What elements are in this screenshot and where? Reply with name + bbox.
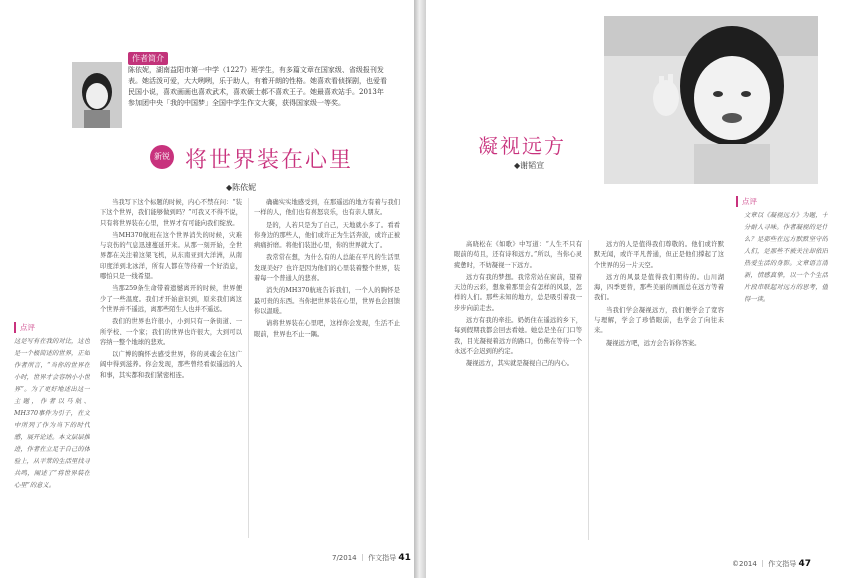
commentary-tag: 点评 <box>14 322 39 333</box>
paragraph: 以广博的胸怀去感受世界，你的灵魂会在这广阔中得到滋养。你会发现，那些曾经看似遥远的人和事，其实都和我们紧密相连。 <box>100 351 242 379</box>
paragraph: 我常常在想，为什么有的人总能在平凡的生活里发现美好？也许是因为他们的心里装着整个世界，装着每一个普通人的悲喜。 <box>254 254 400 283</box>
article-title: 将世界装在心里 <box>185 148 354 173</box>
article-author: ◆谢韬宣 <box>514 161 545 170</box>
paragraph: 远方有我的梦想。我常常站在窗前，望着天边的云彩，想象着那里会有怎样的风景，怎样的人们。那些未知的地方，总是吸引着我一步步向前走去。 <box>454 273 582 312</box>
author-portrait-photo <box>72 62 122 128</box>
paragraph: 高晓松在《如歌》中写道：“人生不只有眼前的苟且，还有诗和远方。”所以，当你心灵疲惫时，不妨凝视一下远方。 <box>454 241 582 269</box>
paragraph: 当那259条生命带着遗憾离开的时候，世界便少了一些温度。我们才开始意识到，原来我们离这个世界并不遥远，离那些陌生人也并不遥远。 <box>100 285 242 313</box>
paragraph: 远方有我的牵挂。奶奶住在遥远的乡下，每到假期我都会回去看她。她总是坐在门口等我，目光凝视着远方的路口，仿佛在等待一个永远不会迟到的约定。 <box>454 317 582 355</box>
paragraph: 远方的风景是值得我们期待的。山川湖海，四季更替，那些美丽的画面总在远方等着我们。 <box>594 273 724 302</box>
page-number: 41 <box>398 553 411 563</box>
paragraph: 当我们学会凝视远方，我们便学会了宽容与理解，学会了珍惜眼前，也学会了向往未来。 <box>594 306 724 335</box>
commentary-tag: 点评 <box>736 196 761 207</box>
footer-label: ©2014 ｜ 作文指导 <box>732 560 797 568</box>
title-badge-label: 新锐 <box>154 152 170 161</box>
footer-label: 7/2014 ｜ 作文指导 <box>332 554 397 562</box>
paragraph: 远方的人是值得我们尊敬的。他们或许默默无闻，或许平凡普通，但正是他们撑起了这个世界的另一片天空。 <box>594 241 724 269</box>
paragraph: 凝视远方，其实就是凝视自己的内心。 <box>466 360 574 368</box>
column-rule <box>248 198 249 538</box>
page-number: 47 <box>798 559 812 569</box>
bio-section-tag: 作者简介 <box>128 52 168 65</box>
book-gutter <box>414 0 426 578</box>
commentary-text: 这是写有在我的对比，这也是一个极简述的世界，正如作者所言，“当你的世界在小时，世界才会容纳小小世界”。为了更好地述出这一主题，作者以马航、MH370事件为引子，在文中所列了作为当下的时代感，展开论述。本文层层推进，作者在立足于自己的体验上，从平常的生活里找寻共鸣，阐述了“将世界装在心里”的意义。 <box>14 338 90 489</box>
title-badge <box>150 145 174 169</box>
left-page <box>0 0 414 578</box>
paragraph: 当我写下这个标题的时候，内心不禁在问：“装下这个世界，我们能够做到吗？”可我又不得不说，只有将世界装在心里，世界才有可能向我们绽放。 <box>100 199 242 227</box>
article-column-2 <box>594 240 724 545</box>
paragraph: 请将世界装在心里吧，这样你会发现，生活不止眼前，世界也不止一隅。 <box>254 320 400 338</box>
paragraph: 消失的MH370航班告诉我们，一个人的胸怀是最可贵的东西。当你把世界装在心里，世界也会回馈你以温暖。 <box>254 287 400 315</box>
author-portrait-photo <box>604 16 818 184</box>
paragraph: 当MH370航班在这个世界消失的时候，灾难与哀伤的气息迅速蔓延开来。从那一刻开始，全世界都在关注着这架飞机，从东南亚到大洋洲，从南印度洋到北冰洋，所有人都在等待着一个好消息，哪怕只是一线希望。 <box>100 231 242 281</box>
column-rule <box>588 240 589 540</box>
article-title: 凝视远方 <box>478 134 566 158</box>
author-bio-text: 陈依妮，湖南益阳市第一中学（1227）班学生，有多篇文章在国家级、省级报刊发表。她活泼可爱，大大咧咧，乐于助人，有着开朗的性格。她喜欢看侦探剧，也爱看民国小说，喜欢画画也喜欢武术，喜欢硕士郝不喜欢王子。她最喜欢站手。2013年参加团中央「我的中国梦」全国中学生作文大赛，获得国家级一等奖。 <box>128 66 387 107</box>
commentary-text: 文章以《凝视远方》为题，十分耐人寻味。作者凝视的是什么？是那些在远方默默坚守的人们，是那些不被关注却依旧热爱生活的身影。文章语言清新，情感真挚，以一个个生活片段串联起对远方的思考，值得一读。 <box>744 212 828 303</box>
paragraph: 确确实实地感受到，在那遥远的地方有着与我们一样的人，他们也有喜怒哀乐，也有亲人朋友。 <box>254 199 400 217</box>
right-page <box>426 0 850 578</box>
paragraph: 凝视远方吧，远方会告诉你答案。 <box>606 339 701 347</box>
page-footer <box>732 559 811 569</box>
paragraph: 我们的世界也许很小，小到只有一条街道、一所学校、一个家；我们的世界也许很大，大到可以容纳一整个地球的悲欢。 <box>100 318 242 346</box>
article-column-1 <box>100 198 242 543</box>
article-column-1 <box>454 240 582 545</box>
article-column-2 <box>254 198 400 543</box>
page-footer <box>332 553 411 563</box>
article-author: ◆陈依妮 <box>226 183 257 192</box>
paragraph: 是的，人若只是为了自己，天地就小多了。看看你身边的那些人，他们或许正为生活奔波，或许正被病痛折磨。将他们装进心里，你的世界就大了。 <box>254 221 400 250</box>
